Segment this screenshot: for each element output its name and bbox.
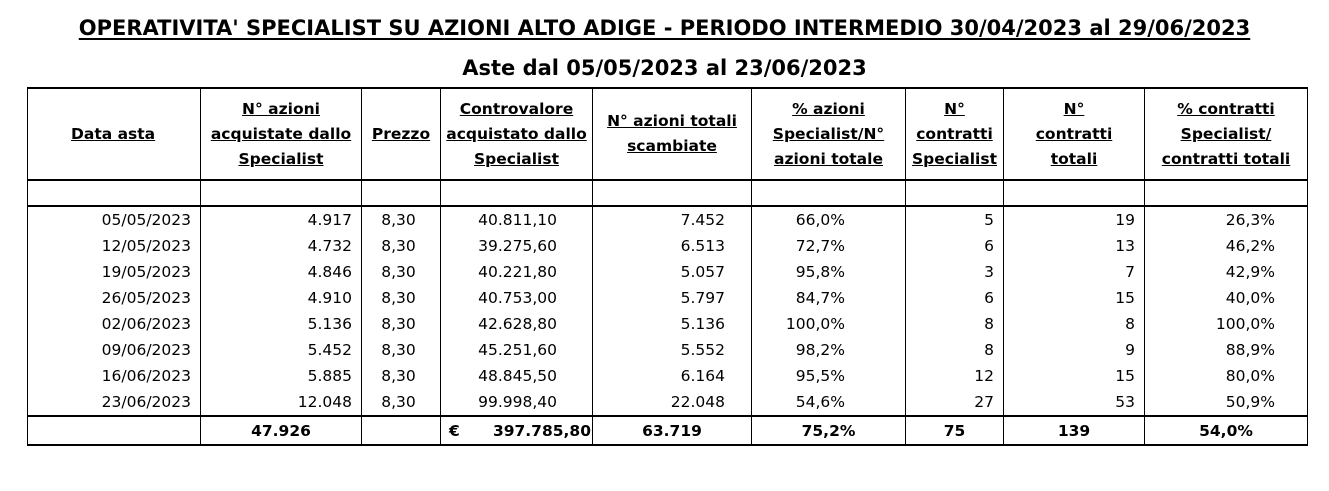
cell-price: 8,30: [362, 363, 441, 389]
cell-contracts-specialist: 3: [906, 259, 1004, 285]
cell-pct-contracts: 26,3%: [1145, 206, 1308, 233]
cell-date: 09/06/2023: [28, 337, 201, 363]
cell-pct-contracts: 46,2%: [1145, 233, 1308, 259]
cell-contracts-specialist: 12: [906, 363, 1004, 389]
cell-contracts-specialist: 8: [906, 337, 1004, 363]
cell-date: 16/06/2023: [28, 363, 201, 389]
specialist-table: [27, 87, 1307, 446]
cell-contracts-total: 9: [1004, 337, 1145, 363]
cell-contracts-total: 15: [1004, 285, 1145, 311]
currency-symbol: €: [449, 421, 460, 440]
cell-pct-shares: 95,8%: [752, 259, 906, 285]
cell-contracts-total: 7: [1004, 259, 1145, 285]
report-subtitle: Aste dal 05/05/2023 al 23/06/2023: [462, 56, 867, 80]
total-value-bought: 397.785,80: [492, 421, 591, 440]
cell-pct-contracts: 88,9%: [1145, 337, 1308, 363]
table-row: [28, 337, 1308, 363]
cell-shares-bought: 4.910: [201, 285, 362, 311]
cell-date: 23/06/2023: [28, 389, 201, 416]
cell-price: 8,30: [362, 311, 441, 337]
cell-contracts-total: 15: [1004, 363, 1145, 389]
cell-price: 8,30: [362, 285, 441, 311]
cell-value-bought: 99.998,40: [441, 389, 593, 416]
total-pct-shares: 75,2%: [752, 416, 906, 445]
cell-shares-bought: 12.048: [201, 389, 362, 416]
total-shares-bought: 47.926: [201, 416, 362, 445]
header-pct-contracts: % contratti Specialist/ contratti totali: [1145, 88, 1308, 180]
cell-value-bought: 40.811,10: [441, 206, 593, 233]
cell-pct-shares: 100,0%: [752, 311, 906, 337]
cell-price: 8,30: [362, 259, 441, 285]
cell-shares-bought: 4.846: [201, 259, 362, 285]
totals-row: [28, 416, 1308, 445]
total-contracts-total: 139: [1004, 416, 1145, 445]
cell-price: 8,30: [362, 233, 441, 259]
header-value-bought: Controvalore acquistato dallo Specialist: [441, 88, 593, 180]
table-row: [28, 389, 1308, 416]
cell-shares-bought: 5.452: [201, 337, 362, 363]
cell-contracts-total: 53: [1004, 389, 1145, 416]
cell-date: 19/05/2023: [28, 259, 201, 285]
report-title: OPERATIVITA' SPECIALIST SU AZIONI ALTO ADIGE - PERIODO INTERMEDIO 30/04/2023 al 29/06/2023: [78, 16, 1251, 40]
table-row: [28, 259, 1308, 285]
cell-pct-shares: 66,0%: [752, 206, 906, 233]
cell-pct-shares: 98,2%: [752, 337, 906, 363]
cell-total-shares: 5.057: [593, 259, 752, 285]
cell-contracts-total: 8: [1004, 311, 1145, 337]
cell-pct-contracts: 40,0%: [1145, 285, 1308, 311]
cell-date: 05/05/2023: [28, 206, 201, 233]
header-contracts-total: N° contratti totali: [1004, 88, 1145, 180]
cell-price: 8,30: [362, 337, 441, 363]
total-contracts-specialist: 75: [906, 416, 1004, 445]
cell-total-shares: 7.452: [593, 206, 752, 233]
cell-contracts-specialist: 27: [906, 389, 1004, 416]
table-row: [28, 285, 1308, 311]
total-date-cell: [28, 416, 201, 445]
cell-date: 02/06/2023: [28, 311, 201, 337]
total-pct-contracts: 54,0%: [1145, 416, 1308, 445]
header-total-shares: N° azioni totali scambiate: [593, 88, 752, 180]
total-value-bought-cell: [441, 416, 593, 445]
cell-total-shares: 5.797: [593, 285, 752, 311]
cell-total-shares: 5.136: [593, 311, 752, 337]
header-shares-bought: N° azioni acquistate dallo Specialist: [201, 88, 362, 180]
cell-value-bought: 45.251,60: [441, 337, 593, 363]
cell-contracts-total: 19: [1004, 206, 1145, 233]
header-price: Prezzo: [362, 88, 441, 180]
cell-total-shares: 6.513: [593, 233, 752, 259]
cell-pct-contracts: 42,9%: [1145, 259, 1308, 285]
cell-contracts-specialist: 8: [906, 311, 1004, 337]
cell-date: 26/05/2023: [28, 285, 201, 311]
spacer-row: [28, 180, 1308, 206]
total-price-cell: [362, 416, 441, 445]
cell-pct-contracts: 100,0%: [1145, 311, 1308, 337]
cell-value-bought: 48.845,50: [441, 363, 593, 389]
cell-pct-shares: 84,7%: [752, 285, 906, 311]
cell-pct-contracts: 50,9%: [1145, 389, 1308, 416]
cell-pct-shares: 72,7%: [752, 233, 906, 259]
cell-value-bought: 40.221,80: [441, 259, 593, 285]
cell-contracts-specialist: 5: [906, 206, 1004, 233]
table-row: [28, 233, 1308, 259]
cell-date: 12/05/2023: [28, 233, 201, 259]
cell-value-bought: 42.628,80: [441, 311, 593, 337]
cell-total-shares: 5.552: [593, 337, 752, 363]
cell-contracts-total: 13: [1004, 233, 1145, 259]
header-date: Data asta: [28, 88, 201, 180]
cell-price: 8,30: [362, 389, 441, 416]
header-row: [28, 88, 1308, 180]
header-contracts-specialist: N° contratti Specialist: [906, 88, 1004, 180]
cell-pct-contracts: 80,0%: [1145, 363, 1308, 389]
cell-contracts-specialist: 6: [906, 233, 1004, 259]
cell-pct-shares: 54,6%: [752, 389, 906, 416]
cell-total-shares: 6.164: [593, 363, 752, 389]
cell-shares-bought: 5.136: [201, 311, 362, 337]
table-row: [28, 363, 1308, 389]
cell-value-bought: 40.753,00: [441, 285, 593, 311]
total-total-shares: 63.719: [593, 416, 752, 445]
cell-contracts-specialist: 6: [906, 285, 1004, 311]
cell-value-bought: 39.275,60: [441, 233, 593, 259]
cell-shares-bought: 4.732: [201, 233, 362, 259]
table-row: [28, 311, 1308, 337]
header-pct-shares: % azioni Specialist/N° azioni totale: [752, 88, 906, 180]
table-row: [28, 206, 1308, 233]
cell-price: 8,30: [362, 206, 441, 233]
cell-pct-shares: 95,5%: [752, 363, 906, 389]
cell-shares-bought: 5.885: [201, 363, 362, 389]
cell-shares-bought: 4.917: [201, 206, 362, 233]
cell-total-shares: 22.048: [593, 389, 752, 416]
